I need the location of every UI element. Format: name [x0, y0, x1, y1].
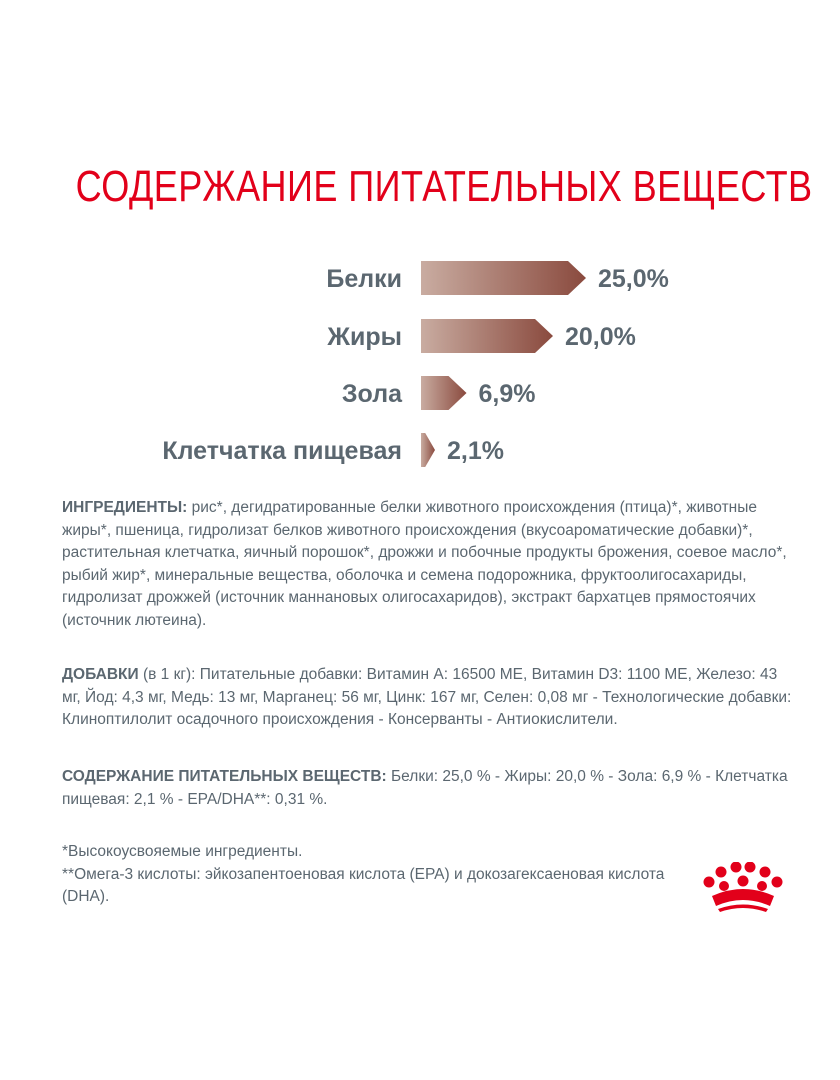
- nutrient-value: 6,9%: [478, 380, 536, 408]
- nutrient-bar: [421, 319, 555, 353]
- nutrient-arrow: [421, 433, 435, 467]
- ingredients-paragraph: [62, 497, 792, 632]
- ingredients-heading: ИНГРЕДИЕНТЫ:: [62, 499, 188, 516]
- nutrient-arrow: [421, 319, 553, 353]
- nutrient-row: [0, 431, 840, 471]
- ingredients-text: рис*, дегидратированные белки животного происхождения (птица)*, животные жиры*, пшеница, гидролизат белков животного происхождения (вкусоароматические добавки)*, растительная клетчатка, яичный порошок*, дрожжи и побочные продукты брожения, соевое масло*, рыбий жир*, минеральные вещества, оболочка и семена подорожника, фруктоолигосахариды, гидролизат дрожжей (источник маннановых олигосахаридов), экстракт бархатцев прямостоячих (источник лютеина).: [62, 499, 787, 629]
- nutrient-value: 20,0%: [565, 323, 636, 351]
- nutrient-bar: [421, 433, 437, 467]
- nutrient-row: [0, 259, 840, 299]
- nutrient-arrow: [421, 261, 586, 295]
- footnotes: [62, 841, 702, 909]
- footnote-1: *Высокоусвояемые ингредиенты.: [62, 843, 303, 860]
- page-title: СОДЕРЖАНИЕ ПИТАТЕЛЬНЫХ ВЕЩЕСТВ: [75, 162, 813, 211]
- footnote-2: **Омега-3 кислоты: эйкозапентоеновая кислота (EPA) и докозагексаеновая кислота (DHA).: [62, 865, 665, 905]
- nutrient-row: [0, 317, 840, 357]
- nutrition-heading: СОДЕРЖАНИЕ ПИТАТЕЛЬНЫХ ВЕЩЕСТВ:: [62, 768, 387, 785]
- nutrient-value: 2,1%: [447, 437, 504, 465]
- nutrient-label: Зола: [341, 380, 402, 408]
- nutrient-value: 25,0%: [598, 265, 669, 293]
- nutrition-paragraph: [62, 766, 792, 811]
- nutrient-row: [0, 374, 840, 414]
- nutrient-label: Клетчатка пищевая: [162, 437, 402, 465]
- additives-text: (в 1 кг): Питательные добавки: Витамин А: 16500 МЕ, Витамин D3: 1100 МЕ, Железо: 43 мг, Йод: 4,3 мг, Медь: 13 мг, Марганец: 56 мг, Цинк: 167 мг, Селен: 0,08 мг - Технологические добавки: Клиноптилолит осадочного происхождения - Консерванты - Антиокислители.: [62, 666, 792, 728]
- additives-heading: ДОБАВКИ: [62, 666, 139, 683]
- nutrient-bar: [421, 376, 469, 410]
- nutrient-label: Белки: [326, 265, 402, 293]
- crown-icon: [700, 862, 786, 914]
- nutrient-label: Жиры: [327, 323, 402, 351]
- nutrient-arrow: [421, 376, 467, 410]
- nutrient-bar: [421, 261, 588, 295]
- nutrition-text: Белки: 25,0 % - Жиры: 20,0 % - Зола: 6,9 % - Клетчатка пищевая: 2,1 % - EPA/DHA**: 0,31 %.: [62, 768, 788, 808]
- additives-paragraph: [62, 664, 792, 732]
